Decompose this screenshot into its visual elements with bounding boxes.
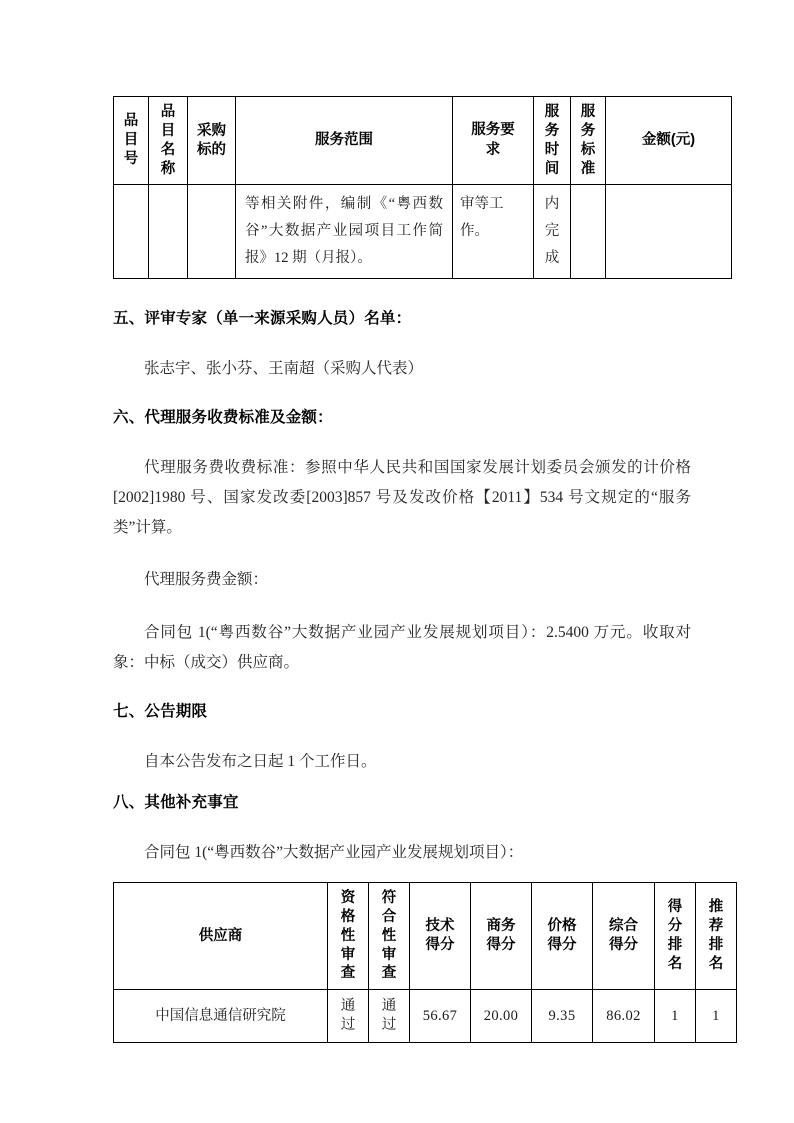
section-seven-heading: 七、公告期限 <box>113 702 208 720</box>
header-label: 服务时间 <box>544 104 560 177</box>
cell-total-score <box>593 990 655 1043</box>
column-header-technical-score <box>410 882 471 989</box>
header-label: 品目名称 <box>160 104 176 177</box>
column-header-supplier <box>114 882 328 989</box>
cell-value <box>114 225 148 239</box>
cell-value: 等相关附件，编制《“粤西数谷”大数据产业园项目工作简报》12 期（月报）。 <box>245 196 443 266</box>
cell-qualification-review <box>328 990 369 1043</box>
cell-recommend-rank <box>696 990 737 1043</box>
cell-item-name <box>149 185 188 278</box>
cell-value: 内完成 <box>544 196 560 266</box>
cell-value: 9.35 <box>548 1007 576 1024</box>
header-label: 符合性审查 <box>381 889 397 982</box>
table-header-row <box>114 97 732 185</box>
evaluation-results-table <box>113 882 737 1043</box>
procurement-items-body <box>114 185 732 278</box>
cell-value: 56.67 <box>422 1007 458 1024</box>
table-row <box>114 185 732 278</box>
cell-value <box>188 225 235 239</box>
spacer <box>113 279 691 307</box>
column-header-subject <box>188 97 236 185</box>
cell-value: 通过 <box>381 998 397 1034</box>
header-label: 资格性审查 <box>340 889 356 982</box>
header-label: 采购标的 <box>197 122 226 158</box>
section-six-fee-standard: 代理服务费收费标准：参照中华人民共和国国家发展计划委员会颁发的计价格[2002]1980 号、国家发改委[2003]857 号及发改价格【2011】534 号文规定的“服务类”计算。 <box>113 458 691 537</box>
cell-business-score <box>471 990 532 1043</box>
column-header-total-score <box>593 882 655 989</box>
spacer <box>113 725 691 747</box>
cell-value: 1 <box>671 1007 679 1024</box>
spacer <box>113 678 691 700</box>
column-header-item-name <box>149 97 188 185</box>
evaluation-results-header <box>114 882 737 989</box>
header-label: 推荐排名 <box>708 899 724 972</box>
cell-standard <box>571 185 606 278</box>
column-header-amount <box>606 97 732 185</box>
cell-technical-score <box>410 990 471 1043</box>
section-six-fee-amount-label: 代理服务费金额： <box>144 571 269 589</box>
procurement-items-header <box>114 97 732 185</box>
cell-supplier <box>114 990 328 1043</box>
cell-value: 20.00 <box>483 1007 519 1024</box>
header-label: 金额(元) <box>641 132 696 149</box>
column-header-scope <box>236 97 453 185</box>
header-label: 服务要求 <box>471 122 515 158</box>
spacer <box>113 384 691 406</box>
cell-value: 中国信息通信研究院 <box>155 1007 286 1024</box>
column-header-compliance-review <box>369 882 410 989</box>
section-five-heading: 五、评审专家（单一来源采购人员）名单： <box>113 309 412 327</box>
header-label: 得分排名 <box>667 899 683 972</box>
cell-compliance-review <box>369 990 410 1043</box>
section-eight-heading: 八、其他补充事宜 <box>113 793 239 811</box>
header-label: 品目号 <box>123 113 139 168</box>
header-label: 技术得分 <box>425 917 455 954</box>
spacer <box>113 816 691 838</box>
section-five-body: 张志宇、张小芬、王南超（采购人代表） <box>144 359 424 377</box>
cell-duration <box>534 185 571 278</box>
cell-subject <box>188 185 236 278</box>
spacer <box>113 596 691 618</box>
column-header-duration <box>534 97 571 185</box>
section-six-heading: 六、代理服务收费标准及金额： <box>113 408 333 426</box>
procurement-items-table <box>113 96 732 279</box>
column-header-item-no <box>114 97 149 185</box>
cell-value: 86.02 <box>606 1007 641 1024</box>
header-label: 服务范围 <box>315 132 373 149</box>
column-header-price-score <box>532 882 593 989</box>
spacer <box>113 431 691 453</box>
column-header-score-rank <box>655 882 696 989</box>
cell-value: 1 <box>712 1007 720 1024</box>
header-label: 服务标准 <box>580 104 596 177</box>
page-content <box>113 96 724 1043</box>
section-seven-body: 自本公告发布之日起 1 个工作日。 <box>144 752 377 770</box>
header-label: 价格得分 <box>547 917 577 954</box>
cell-requirement <box>453 185 534 278</box>
header-label: 商务得分 <box>486 917 516 954</box>
column-header-business-score <box>471 882 532 989</box>
column-header-requirement <box>453 97 534 185</box>
section-six-fee-amount-detail: 合同包 1(“粤西数谷”大数据产业园产业发展规划项目）：2.5400 万元。收取对象：中标（成交）供应商。 <box>113 623 691 671</box>
column-header-recommend-rank <box>696 882 737 989</box>
evaluation-results-body <box>114 990 737 1043</box>
header-label: 供应商 <box>198 927 243 944</box>
cell-value <box>571 225 605 239</box>
cell-score-rank <box>655 990 696 1043</box>
cell-scope <box>236 185 453 278</box>
header-label: 综合得分 <box>609 917 638 954</box>
cell-item-no <box>114 185 149 278</box>
column-header-standard <box>571 97 606 185</box>
table-header-row <box>114 882 737 989</box>
cell-value <box>606 225 731 239</box>
spacer <box>113 332 691 354</box>
cell-amount <box>606 185 732 278</box>
spacer <box>113 543 691 565</box>
spacer <box>113 868 691 882</box>
spacer <box>113 777 691 791</box>
cell-price-score <box>532 990 593 1043</box>
table-row <box>114 990 737 1043</box>
section-eight-body: 合同包 1(“粤西数谷”大数据产业园产业发展规划项目）： <box>144 843 524 861</box>
cell-value: 审等工作。 <box>460 196 504 240</box>
column-header-qualification-review <box>328 882 369 989</box>
cell-value <box>149 225 187 239</box>
cell-value: 通过 <box>340 998 356 1034</box>
